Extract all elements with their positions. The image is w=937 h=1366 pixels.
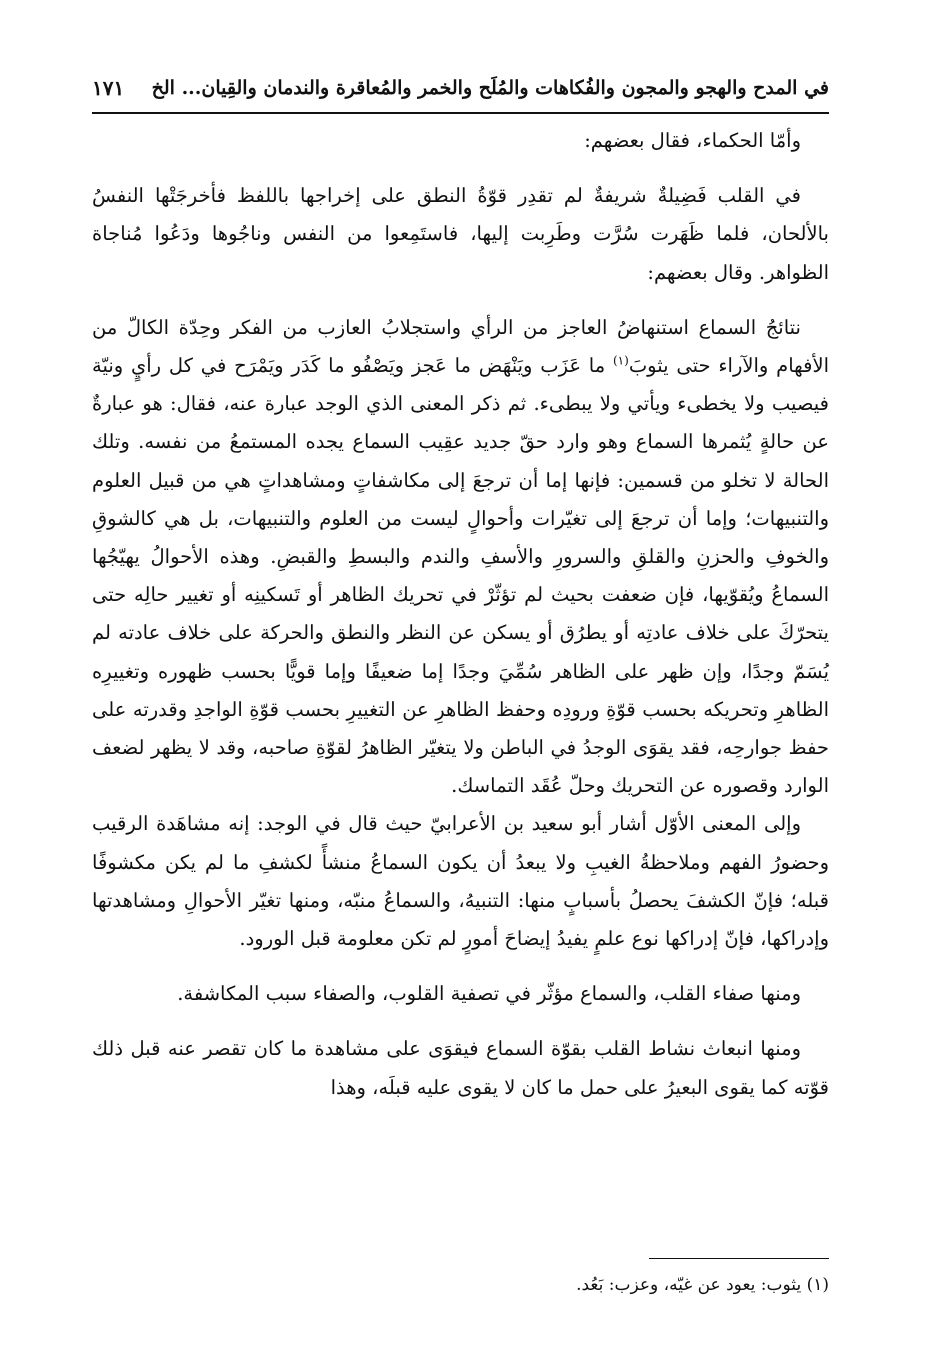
paragraph-quote-2-start: نتائجُ السماع استنهاضُ العاجز من الرأي واستجلابُ العازب من الفكر وحِدّة الكالّ من الأفهام والآراء حتى يثوبَ — [92, 315, 829, 378]
paragraph-ibn-arabi: وإلى المعنى الأوّل أشار أبو سعيد بن الأعرابيّ حيث قال في الوجد: إنه مشاهَدة الرقيب وحضورُ الفهم وملاحظةُ الغيبِ ولا يبعدُ أن يكون السماعُ منشأً لكشفِ ما لم يكن مكشوفًا قبله؛ فإنّ الكشفَ يحصلُ بأسبابٍ منها: التنبيهُ، والسماعُ منبّه، ومنها تغيّر الأحوالِ ومشاهدتها وإدراكها، فإنّ إدراكها نوع علمٍ يفيدُ إيضاحَ أمورٍ لم تكن معلومة قبل الورود. — [92, 812, 829, 951]
body-text — [92, 122, 829, 1107]
header-rule — [92, 112, 829, 114]
paragraph-quote-2 — [92, 309, 829, 806]
footnote-rule — [649, 1258, 829, 1259]
footnote — [92, 1270, 829, 1300]
paragraph-gap — [92, 1013, 829, 1030]
paragraph-gap — [92, 292, 829, 309]
paragraph-heart: ومنها انبعاث نشاط القلب بقوّة السماع فيقوَى على مشاهدة ما كان تقصر عنه قبل ذلك قوّته كما يقوى البعيرُ على حمل ما كان لا يقوى عليه قبلَه، وهذا — [92, 1037, 829, 1099]
footnote-text: يثوب: يعود عن غيّه، وعزب: بَعُد. — [576, 1275, 802, 1295]
paragraph-purity: ومنها صفاء القلب، والسماع مؤثّر في تصفية القلوب، والصفاء سبب المكاشفة. — [177, 982, 801, 1006]
paragraph-gap — [92, 160, 829, 177]
page-number: ١٧١ — [92, 76, 125, 100]
running-header — [92, 68, 829, 108]
paragraph-intro: وأمّا الحكماء، فقال بعضهم: — [584, 129, 801, 152]
running-title: في المدح والهجو والمجون والفُكاهات والمُلَح والخمر والمُعاقرة والندمان والقِيان... الخ — [151, 77, 829, 99]
footnote-marker: (١) — [612, 353, 629, 368]
footnote-number: (١) — [806, 1275, 829, 1295]
paragraph-quote-1: في القلب فَضِيلةٌ شريفةٌ لم تقدِر قوّةُ النطق على إخراجها باللفظ فأخرجَتْها النفسُ بالألحان، فلما ظَهَرت سُرَّت وطَرِبت إليها، فاستَمِعوا من النفس وناجُوها ودَعُوا مُناجاة الظواهر. وقال بعضهم: — [92, 184, 829, 284]
paragraph-gap — [92, 958, 829, 975]
paragraph-quote-2-rest: ما عَزَب ويَنْهَض ما عَجز ويَصْفُو ما كَدَر ويَمْرَح في كل رأيٍ ونيّة فيصيب ولا يخطىء ويأتي ولا يبطىء. ثم ذكر المعنى الذي الوجد عبارة عنه، فقال: هو عبارةٌ عن حالةٍ يُثمرها السماع وهو وارد حقّ جديد عقِيب السماع يجده المستمعُ من نفسه. وتلك الحالة لا تخلو من قسمين: فإنها إما أن ترجعَ إلى مكاشفاتٍ ومشاهداتٍ هي من قبيل العلوم والتنبيهات؛ وإما أن ترجعَ إلى تغيّرات وأحوالٍ ليست من العلوم والتنبيهات، بل هي كالشوقِ والخوفِ والحزنِ والقلقِ والسرورِ والأسفِ والندم والبسطِ والقبضِ. وهذه الأحوالُ يهيّجُها السماعُ ويُقوّيها، فإن ضعفت بحيث لم تؤثّرْ في تحريك الظاهر أو تَسكينِه أو تغيير حالِه حتى يتحرّكَ على خلاف عادتِه أو يطرُق أو يسكن عن النظر والنطق والحركة على خلاف عادته لم يُسَمّ وجدًا، وإن ظهر على الظاهر سُمِّيَ وجدًا إما ضعيفًا وإما قويًّا بحسب ظهوره وتغييرِه الظاهرِ وتحريكه بحسب قوّةِ ورودِه وحفظ الظاهرِ عن التغييرِ بحسب قوّةِ الواجدِ وقدرته على حفظ جوارحِه، فقد يقوَى الوجدُ في الباطن ولا يتغيّر الظاهرُ لقوّةِ صاحبه، وقد لا يظهر لضعف الوارد وقصوره عن التحريك وحلّ عُقَد التماسك. — [92, 354, 829, 798]
